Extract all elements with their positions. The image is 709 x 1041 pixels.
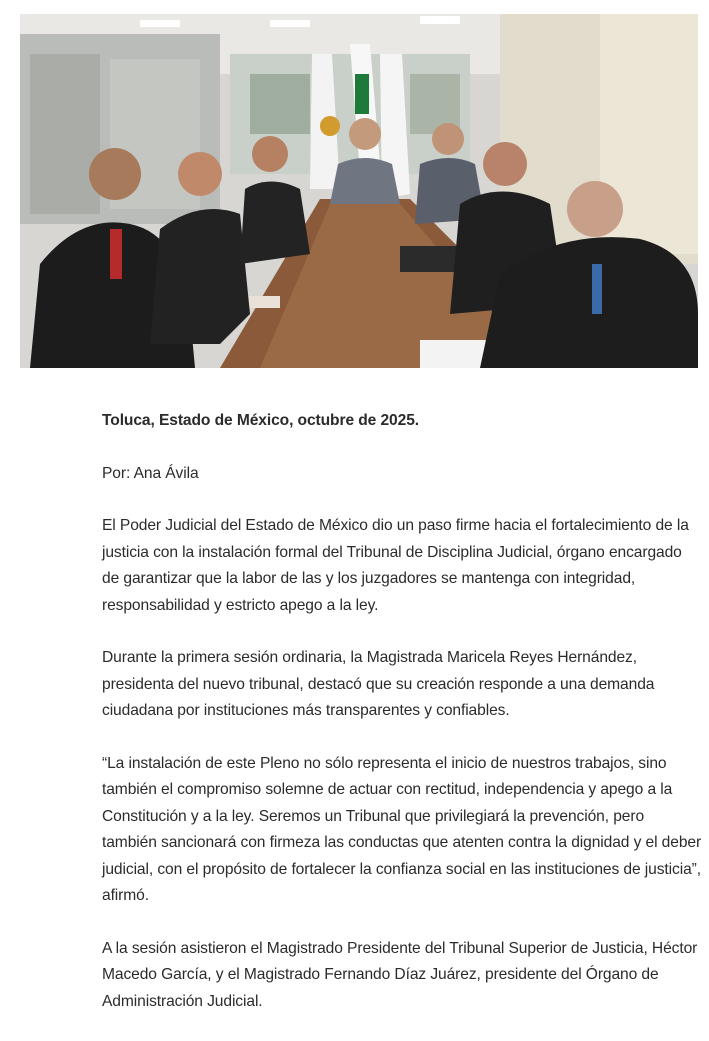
article-paragraph: El Poder Judicial del Estado de México dio un paso firme hacia el fortalecimiento de la justicia con la instalación formal del Tribunal de Disciplina Judicial, órgano encargado de garantizar que la labor de las y los juzgadores se mantenga con integridad, responsabilidad y estricto apego a la ley. <box>102 517 689 614</box>
article-dateline: Toluca, Estado de México, octubre de 2025. <box>102 412 420 429</box>
group-photo-icon <box>20 14 698 368</box>
article-paragraph: “La instalación de este Pleno no sólo representa el inicio de nuestros trabajos, sino también el compromiso solemne de actuar con rectitud, independencia y apego a la Constitución y a la ley. Seremos un Tribunal que privilegiará la prevención, pero también sancionará con firmeza las conductas que atenten contra la dignidad y el deber judicial, con el propósito de fortalecer la confianza social en las instituciones de justicia”, afirmó. <box>102 754 702 904</box>
article-photo <box>20 14 698 368</box>
article-byline: Por: Ana Ávila <box>102 464 199 482</box>
article-body <box>102 408 702 1041</box>
article-paragraph: A la sesión asistieron el Magistrado Presidente del Tribunal Superior de Justicia, Héctor Macedo García, y el Magistrado Fernando Díaz Juárez, presidente del Órgano de Administración Judicial. <box>102 939 698 1010</box>
article-paragraph: Durante la primera sesión ordinaria, la Magistrada Maricela Reyes Hernández, presidenta del nuevo tribunal, destacó que su creación responde a una demanda ciudadana por instituciones más transparentes y confiables. <box>102 649 655 719</box>
